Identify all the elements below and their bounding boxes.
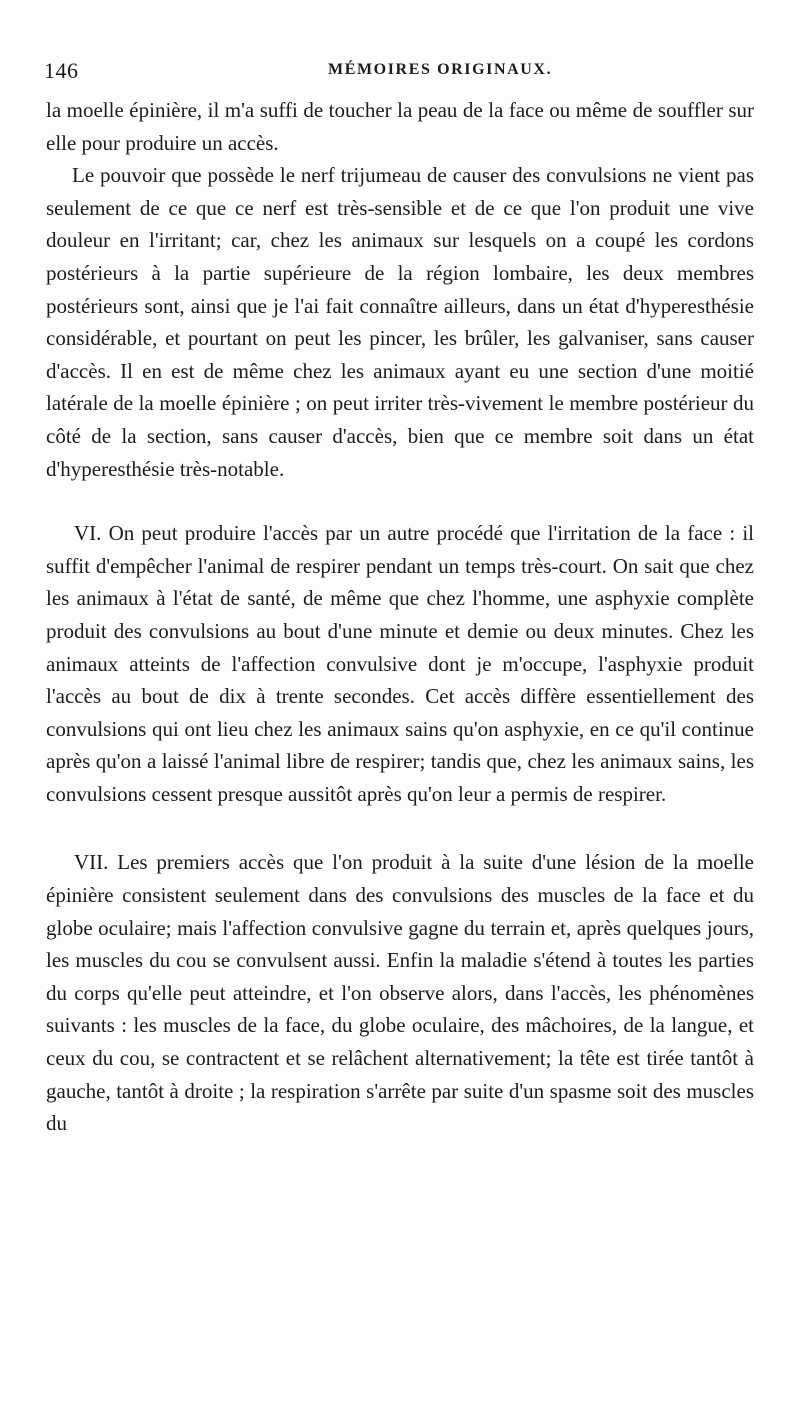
paragraph-gap (46, 485, 754, 517)
paragraph-trijumeau: Le pouvoir que possède le nerf trijumeau de causer des convulsions ne vient pas seulement de ce que ce nerf est très-sensible et de ce que l'on produit une vive douleur en l'irritant; car, chez les animaux sur lesquels on a coupé les cordons postérieurs à la partie supérieure de la région lombaire, les deux membres postérieurs sont, ainsi que je l'ai fait connaître ailleurs, dans un état d'hyperesthésie considérable, et pourtant on peut les pincer, les brûler, les galvaniser, sans causer d'accès. Il en est de même chez les animaux ayant eu une section d'une moitié latérale de la moelle épinière ; on peut irriter très-vivement le membre postérieur du côté de la section, sans causer d'accès, bien que ce membre soit dans un état d'hyperesthésie très-notable. (46, 163, 754, 481)
paragraph-continuation: la moelle épinière, il m'a suffi de toucher la peau de la face ou même de souffler sur elle pour produire un accès. (46, 98, 754, 155)
page-header (44, 58, 756, 88)
page-number: 146 (44, 58, 79, 83)
paragraph-gap (46, 810, 754, 846)
body-text (46, 94, 754, 1140)
section-vi: VI. On peut produire l'accès par un autre procédé que l'irritation de la face : il suffit d'empêcher l'animal de respirer pendant un temps très-court. On sait que chez les animaux à l'état de santé, de même que chez l'homme, une asphyxie complète produit des convulsions au bout d'une minute et demie ou deux minutes. Chez les animaux atteints de l'affection convulsive dont je m'occupe, l'asphyxie produit l'accès au bout de dix à trente secondes. Cet accès diffère essentiellement des convulsions qui ont lieu chez les animaux sains qu'on asphyxie, en ce qu'il continue après qu'on a laissé l'animal libre de respirer; tandis que, chez les animaux sains, les convulsions cessent presque aussitôt après qu'on leur a permis de respirer. (46, 521, 754, 806)
running-head: MÉMOIRES ORIGINAUX. (328, 61, 553, 78)
section-vii: VII. Les premiers accès que l'on produit à la suite d'une lésion de la moelle épinière consistent seulement dans des convulsions des muscles de la face et du globe oculaire; mais l'affection convulsive gagne du terrain et, après quelques jours, les muscles du cou se convulsent aussi. Enfin la maladie s'étend à toutes les parties du corps qu'elle peut atteindre, et l'on observe alors, dans l'accès, les phénomènes suivants : les muscles de la face, du globe oculaire, des mâchoires, de la langue, et ceux du cou, se contractent et se relâchent alternativement; la tête est tirée tantôt à gauche, tantôt à droite ; la respiration s'arrête par suite d'un spasme soit des muscles du (46, 850, 754, 1136)
